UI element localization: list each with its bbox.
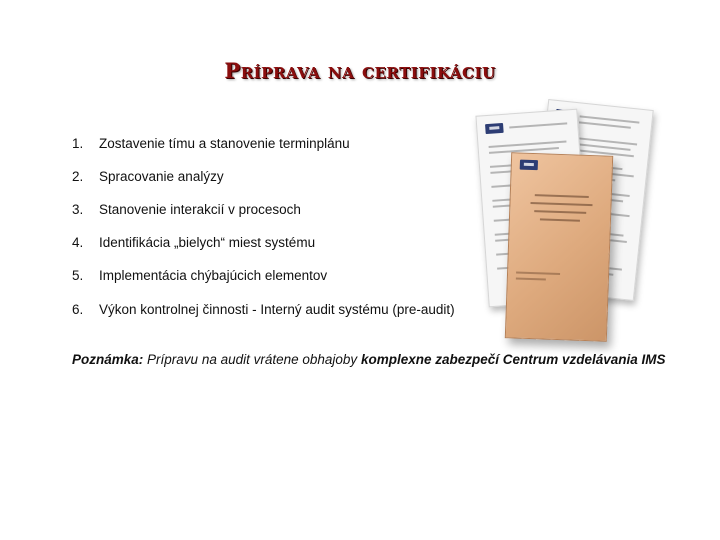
note	[72, 352, 666, 367]
item-number: 4.	[72, 235, 84, 250]
item-text: Zostavenie tímu a stanovenie terminplánu	[99, 136, 350, 151]
ims-logo-icon	[485, 123, 504, 134]
item-number: 6.	[72, 302, 84, 317]
note-text: Prípravu na audit vrátene obhajoby	[147, 352, 358, 367]
item-number: 3.	[72, 202, 84, 217]
page-title: Príprava na certifikáciu	[224, 58, 496, 83]
item-number: 1.	[72, 136, 84, 151]
item-number: 5.	[72, 268, 84, 283]
item-number: 2.	[72, 169, 84, 184]
note-emphasis: komplexne zabezpečí Centrum vzdelávania IMS	[360, 352, 666, 367]
item-text: Výkon kontrolnej činnosti - Interný audit systému (pre-audit)	[99, 302, 455, 317]
ims-logo-icon	[520, 160, 538, 171]
document-stack-illustration	[448, 96, 678, 346]
item-text: Spracovanie analýzy	[99, 169, 224, 184]
document-cover	[505, 152, 613, 341]
item-text: Implementácia chýbajúcich elementov	[99, 268, 328, 283]
note-label: Poznámka:	[72, 352, 144, 367]
item-text: Identifikácia „bielych“ miest systému	[99, 235, 316, 250]
item-text: Stanovenie interakcií v procesoch	[99, 202, 301, 217]
